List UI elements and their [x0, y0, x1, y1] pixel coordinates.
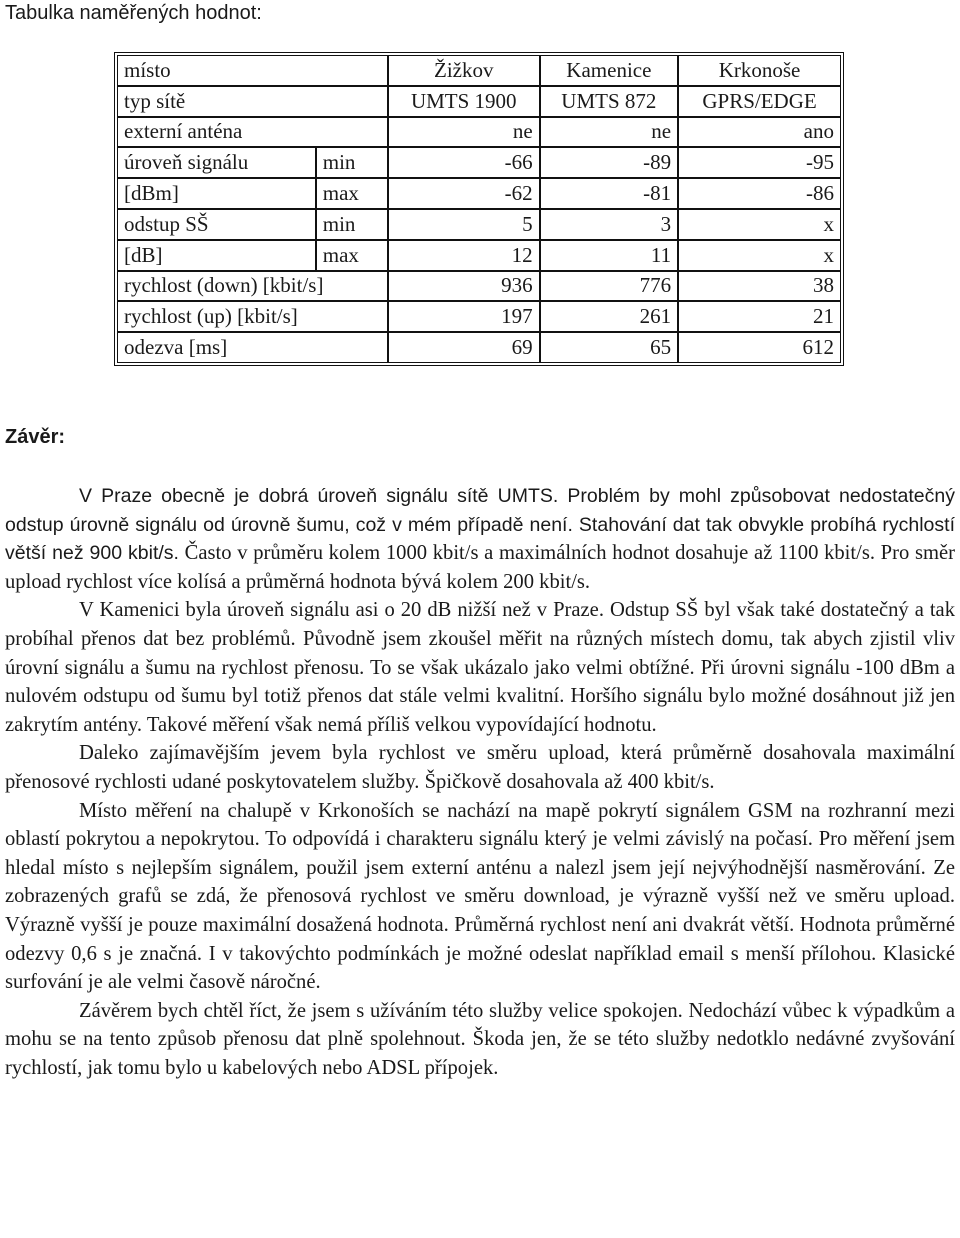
table-cell: Kamenice	[540, 55, 678, 86]
table-row	[117, 301, 841, 332]
table-row	[117, 271, 841, 302]
table-cell: Žižkov	[388, 55, 540, 86]
paragraph-text: V Praze obecně je dobrá úroveň signálu sítě UMTS. Problém by mohl způsobovat nedostatečný odstup úrovně signálu od úrovně šumu, což v mém případě není. Stahování dat tak obvykle probíhá rychlostí větší než 900 kbit/s.	[5, 485, 955, 565]
table-cell: GPRS/EDGE	[678, 86, 841, 117]
table-cell: 5	[388, 209, 540, 240]
table-row	[117, 178, 841, 209]
row-label: rychlost (down) [kbit/s]	[117, 271, 388, 302]
table-cell: UMTS 1900	[388, 86, 540, 117]
table-row	[117, 240, 841, 271]
table-cell: 11	[540, 240, 678, 271]
table-cell: -89	[540, 147, 678, 178]
table-cell: x	[678, 240, 841, 271]
table-cell: 69	[388, 332, 540, 363]
table-cell: -95	[678, 147, 841, 178]
paragraph: V Kamenici byla úroveň signálu asi o 20 dB nižší než v Praze. Odstup SŠ byl však také dostatečný a tak probíhal přenos dat bez problémů. Původně jsem zkoušel měřit na různých místech domu, tak abych zjistil vliv úrovní signálu a šumu na rychlost přenosu. To se však ukázalo jako velmi obtížné. Při úrovni signálu -100 dBm a nulovém odstupu od šumu byl totiž přenos dat stále velmi kvalitní. Horšího signálu bylo možné dosáhnout již jen zakrytím antény. Takové měření však nemá příliš velkou vypovídající hodnotu.	[5, 599, 955, 736]
row-label: typ sítě	[117, 86, 388, 117]
row-label: odstup SŠ	[117, 209, 316, 240]
table-row	[117, 117, 841, 148]
table-cell: 612	[678, 332, 841, 363]
paragraph: Závěrem bych chtěl říct, že jsem s užíváním této služby velice spokojen. Nedochází vůbec k výpadkům a mohu se na tento způsob přenosu dat plně spolehnout. Škoda jen, že se této služby nedotklo nedávné zvyšování rychlostí, jak tomu bylo u kabelových nebo ADSL přípojek.	[5, 999, 955, 1079]
row-sublabel: max	[316, 240, 388, 271]
row-sublabel: min	[316, 147, 388, 178]
row-label: [dBm]	[117, 178, 316, 209]
table-cell: 65	[540, 332, 678, 363]
table-cell: -66	[388, 147, 540, 178]
table-cell: ne	[388, 117, 540, 148]
table-row	[117, 86, 841, 117]
page-heading: Tabulka naměřených hodnot:	[5, 2, 262, 24]
table-cell: -86	[678, 178, 841, 209]
table-cell: ano	[678, 117, 841, 148]
conclusion-title: Závěr:	[5, 426, 66, 448]
table-cell: 776	[540, 271, 678, 302]
paragraph	[5, 482, 955, 596]
table-cell: -62	[388, 178, 540, 209]
table-cell: -81	[540, 178, 678, 209]
paragraph: Místo měření na chalupě v Krkonoších se nachází na mapě pokrytí signálem GSM na rozhranní mezi oblastí pokrytou a nepokrytou. To odpovídá i charakteru signálu který je velmi závislý na počasí. Pro měření jsem hledal místo s nejlepším signálem, použil jsem externí anténu a nalezl jsem její nejvýhodnější nasměrování. Ze zobrazených grafů se zdá, že přenosová rychlost ve směru download, je výrazně vyšší než ve směru upload. Výrazně vyšší je pouze maximální dosažená hodnota. Průměrná rychlost není ani dvakrát větší. Hodnota průměrné odezvy 0,6 s je značná. I v takovýchto podmínkách je možné odeslat například email s menší přílohou. Klasické surfování je ale velmi časově náročné.	[5, 799, 955, 994]
row-label: rychlost (up) [kbit/s]	[117, 301, 388, 332]
table-row	[117, 147, 841, 178]
row-label: externí anténa	[117, 117, 388, 148]
conclusion-text	[5, 482, 955, 1082]
table-row	[117, 55, 841, 86]
table-cell: 21	[678, 301, 841, 332]
measurements-table	[114, 52, 844, 366]
table-cell: 3	[540, 209, 678, 240]
table-cell: 936	[388, 271, 540, 302]
table-cell: 261	[540, 301, 678, 332]
table-cell: 197	[388, 301, 540, 332]
table-cell: UMTS 872	[540, 86, 678, 117]
table-cell: Krkonoše	[678, 55, 841, 86]
table-row	[117, 209, 841, 240]
row-label: místo	[117, 55, 388, 86]
row-label: úroveň signálu	[117, 147, 316, 178]
paragraph-text: Často v průměru kolem 1000 kbit/s a maximálních hodnot dosahuje až 1100 kbit/s. Pro směr upload rychlost více kolísá a průměrná hodnota bývá kolem 200 kbit/s.	[5, 542, 956, 593]
row-sublabel: max	[316, 178, 388, 209]
table-cell: 38	[678, 271, 841, 302]
row-sublabel: min	[316, 209, 388, 240]
paragraph: Daleko zajímavějším jevem byla rychlost ve směru upload, která průměrně dosahovala maximální přenosové rychlosti udané poskytovatelem služby. Špičkově dosahovala až 400 kbit/s.	[5, 742, 955, 793]
table-row	[117, 332, 841, 363]
table-cell: ne	[540, 117, 678, 148]
row-label: [dB]	[117, 240, 316, 271]
table-cell: x	[678, 209, 841, 240]
row-label: odezva [ms]	[117, 332, 388, 363]
table-cell: 12	[388, 240, 540, 271]
